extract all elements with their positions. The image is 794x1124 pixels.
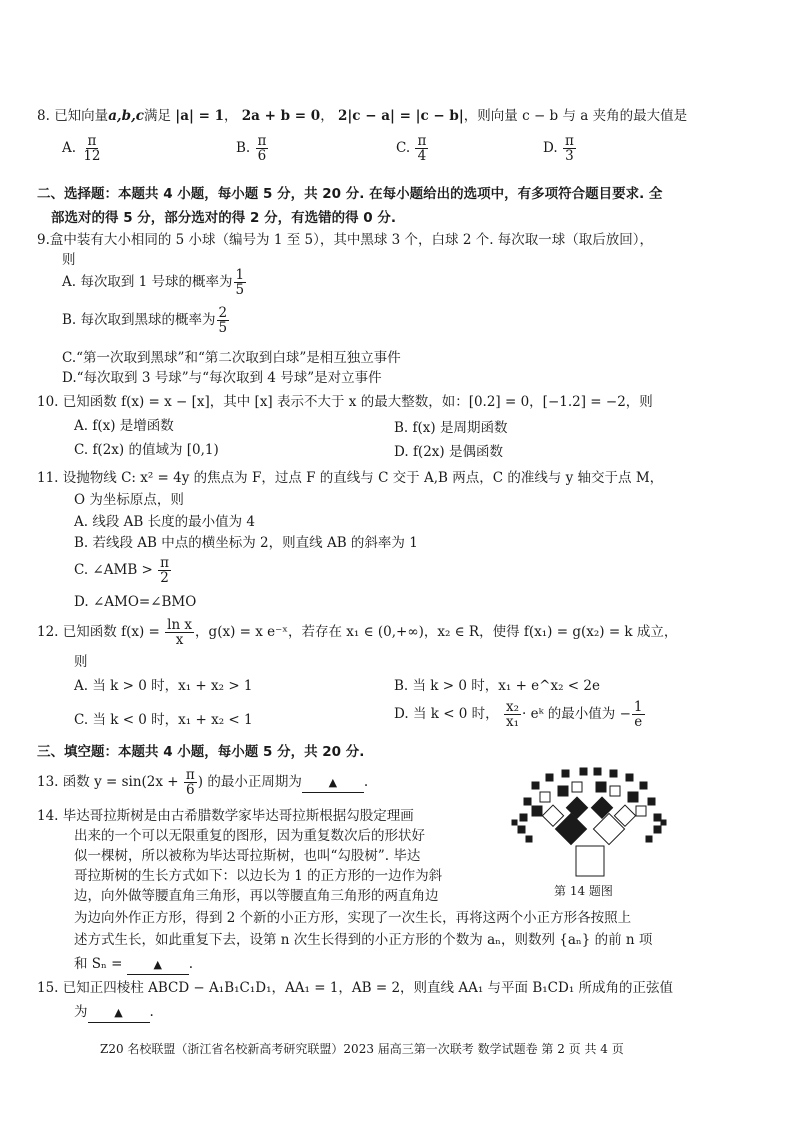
answer-blank: ▲: [302, 772, 364, 793]
section-2-heading: 二、选择题：本题共 4 小题，每小题 5 分，共 20 分. 在每小题给出的选项中，有多项符合题目要求. 全: [37, 186, 663, 202]
fraction: $\frac{\pi}{12}$: [83, 133, 101, 165]
question-number: 8.: [37, 108, 50, 124]
q11-option-c: C. ∠AMB > $\frac{\pi}{2}$: [74, 555, 170, 587]
section-3-heading: 三、填空题：本题共 4 小题，每小题 5 分，共 20 分.: [37, 744, 365, 760]
q10-option-b: B. f(x) 是周期函数: [394, 420, 508, 436]
q9-option-a: A. 每次取到 1 号球的概率为 $\frac{1}{5}$: [62, 267, 245, 299]
fraction: $\frac{\pi}{2}$: [160, 555, 170, 587]
q8-option-a: A. $\frac{\pi}{12}$: [62, 133, 101, 165]
q9-stem: 9.盒中装有大小相同的 5 小球（编号为 1 至 5），其中黑球 3 个，白球 2 个. 每次取一球（取后放回），: [37, 232, 654, 248]
figure-caption: 第 14 题图: [554, 884, 613, 898]
fraction: $\frac{\text{ln x}}{x}$: [167, 617, 193, 649]
q12-option-c: C. 当 k < 0 时，x₁ + x₂ < 1: [74, 712, 253, 728]
q13-stem: 13. 函数 y = sin(2x + $\frac{\pi}{6}$ ) 的最小正周期为 ▲ .: [37, 767, 369, 799]
q14-line-2: 出来的一个可以无限重复的图形，因为重复数次后的形状好: [74, 828, 425, 844]
q10-option-c: C. f(2x) 的值域为 [0,1): [74, 442, 219, 458]
section-2-heading-cont: 部选对的得 5 分，部分选对的得 2 分，有选错的得 0 分.: [51, 210, 397, 226]
fraction: $\frac{\pi}{3}$: [564, 133, 574, 165]
q14-line-8: 和 Sₙ = ▲ .: [74, 954, 193, 975]
q12-stem-cont: 则: [74, 654, 88, 670]
q10-stem: 10. 已知函数 f(x) = x − [x]，其中 [x] 表示不大于 x 的最大整数，如：[0.2] = 0，[−1.2] = −2，则: [37, 394, 653, 410]
answer-blank: ▲: [127, 954, 189, 975]
fraction: $\frac{\pi}{4}$: [417, 133, 427, 165]
fraction: $\frac{2}{5}$: [218, 305, 228, 337]
fraction: $\frac{\pi}{6}$: [257, 133, 267, 165]
q12-option-a: A. 当 k > 0 时，x₁ + x₂ > 1: [74, 678, 253, 694]
page-footer: Z20 名校联盟（浙江省名校新高考研究联盟）2023 届高三第一次联考 数学试题卷 第 2 页 共 4 页: [100, 1042, 624, 1056]
q11-stem: 11. 设抛物线 C: x² = 4y 的焦点为 F，过点 F 的直线与 C 交于 A,B 两点，C 的准线与 y 轴交于点 M，: [37, 470, 664, 486]
q11-option-d: D. ∠AMO=∠BMO: [74, 594, 197, 610]
pythagoras-tree-figure: [510, 764, 668, 882]
q8-option-b: B. $\frac{\pi}{6}$: [236, 133, 267, 165]
q8-option-c: C. $\frac{\pi}{4}$: [396, 133, 427, 165]
q9-option-b: B. 每次取到黑球的概率为 $\frac{2}{5}$: [62, 305, 228, 337]
answer-blank: ▲: [88, 1002, 150, 1023]
q14-line-6: 为边向外作正方形，得到 2 个新的小正方形，实现了一次生长，再将这两个小正方形各按照上: [74, 910, 632, 926]
q14-line-4: 哥拉斯树的生长方式如下：以边长为 1 的正方形的一边作为斜: [74, 868, 443, 884]
fraction: $\frac{\pi}{6}$: [185, 767, 195, 799]
q14-line-5: 边，向外做等腰直角三角形，再以等腰直角三角形的两直角边: [74, 888, 439, 904]
q8-stem: 8. 已知向量a,b,c满足 |a| = 1， 2a + b = 0， 2|c − a| = |c − b|，则向量 c − b 与 a 夹角的最大值是: [37, 108, 688, 124]
q14-line-1: 14. 毕达哥拉斯树是由古希腊数学家毕达哥拉斯根据勾股定理画: [37, 808, 414, 824]
fraction: $\frac{1}{5}$: [235, 267, 245, 299]
q9-option-d: D.“每次取到 3 号球”与“每次取到 4 号球”是对立事件: [62, 370, 382, 386]
q9-option-c: C.“第一次取到黑球”和“第二次取到白球”是相互独立事件: [62, 350, 401, 366]
fraction: $\frac{1}{e}$: [633, 699, 643, 731]
q15-stem: 15. 已知正四棱柱 ABCD − A₁B₁C₁D₁，AA₁ = 1，AB = 2，则直线 AA₁ 与平面 B₁CD₁ 所成角的正弦值: [37, 980, 674, 996]
q10-option-a: A. f(x) 是增函数: [74, 418, 174, 434]
fraction: $\frac{\text{x₂}}{\text{x₁}}$: [505, 699, 520, 731]
q8-option-d: D. $\frac{\pi}{3}$: [543, 133, 574, 165]
q9-stem-cont: 则: [62, 252, 76, 268]
q12-option-d: D. 当 k < 0 时， $\frac{\text{x₂}}{\text{x₁}}$ · eᵏ 的最小值为 − $\frac{1}{e}$: [394, 699, 643, 731]
q11-option-a: A. 线段 AB 长度的最小值为 4: [74, 514, 255, 530]
q12-option-b: B. 当 k > 0 时，x₁ + e^x₂ < 2e: [394, 678, 600, 694]
q10-option-d: D. f(2x) 是偶函数: [394, 444, 503, 460]
q15-stem-cont: 为 ▲ .: [74, 1002, 154, 1023]
q14-line-3: 似一棵树，所以被称为毕达哥拉斯树，也叫“勾股树”. 毕达: [74, 848, 421, 864]
q11-stem-cont: O 为坐标原点，则: [74, 492, 184, 508]
q12-stem: 12. 已知函数 f(x) = $\frac{\text{ln x}}{x}$ ，g(x) = x e⁻ˣ，若存在 x₁ ∈ (0,+∞)，x₂ ∈ R，使得 f(x₁) = g(x₂) = k 成立，: [37, 617, 678, 649]
q11-option-b: B. 若线段 AB 中点的横坐标为 2，则直线 AB 的斜率为 1: [74, 535, 418, 551]
q14-line-7: 述方式生长，如此重复下去，设第 n 次生长得到的小正方形的个数为 aₙ，则数列 {aₙ} 的前 n 项: [74, 932, 653, 948]
